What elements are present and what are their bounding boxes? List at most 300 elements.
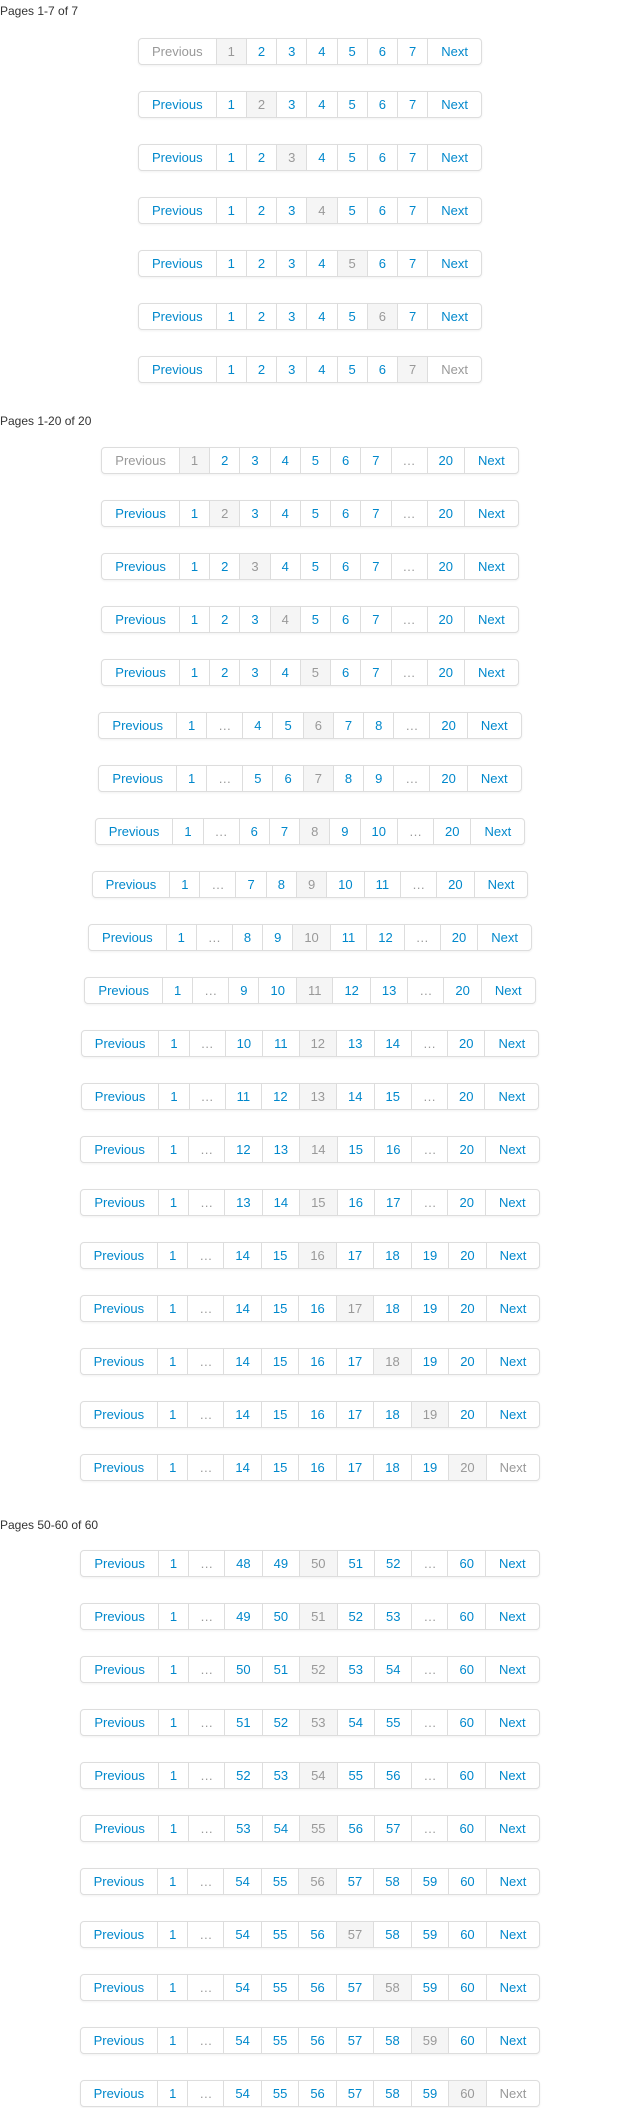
page-link[interactable]: 60 xyxy=(448,2028,485,2053)
page-link[interactable]: 6 xyxy=(367,92,397,117)
page-link[interactable]: 2 xyxy=(209,554,239,579)
page-link[interactable]: 56 xyxy=(298,2081,335,2106)
page-link[interactable]: 2 xyxy=(209,660,239,685)
page-link[interactable]: 16 xyxy=(298,1402,335,1427)
page-link[interactable]: 1 xyxy=(158,1763,188,1788)
page-link[interactable]: 4 xyxy=(306,145,336,170)
page-link[interactable]: 56 xyxy=(298,1975,335,2000)
page-link[interactable]: 20 xyxy=(427,554,464,579)
page-link[interactable]: 11 xyxy=(262,1031,299,1056)
page-link[interactable]: 19 xyxy=(411,1243,448,1268)
page-link[interactable]: 1 xyxy=(158,1031,188,1056)
page-link[interactable]: 1 xyxy=(216,357,246,382)
page-link[interactable]: 1 xyxy=(216,304,246,329)
page-link[interactable]: 1 xyxy=(157,1243,187,1268)
page-link[interactable]: 12 xyxy=(366,925,403,950)
next-button[interactable]: Next xyxy=(485,1657,539,1682)
page-link[interactable]: 20 xyxy=(440,925,477,950)
page-link[interactable]: 8 xyxy=(266,872,296,897)
page-link[interactable]: 51 xyxy=(224,1710,261,1735)
page-link[interactable]: 1 xyxy=(157,2028,187,2053)
page-link[interactable]: 20 xyxy=(447,1137,484,1162)
previous-button[interactable]: Previous xyxy=(93,1874,145,1889)
page-link[interactable]: 54 xyxy=(223,2081,260,2106)
page-link[interactable]: 8 xyxy=(333,766,363,791)
previous-button[interactable]: Previous xyxy=(94,1662,145,1677)
page-link[interactable]: 4 xyxy=(306,304,336,329)
page-link[interactable]: 52 xyxy=(262,1710,299,1735)
page-link[interactable]: 20 xyxy=(429,713,466,738)
previous-button[interactable]: Previous xyxy=(115,506,166,521)
next-button[interactable]: Next xyxy=(427,251,481,276)
page-link[interactable]: 1 xyxy=(176,766,206,791)
page-link[interactable]: 6 xyxy=(330,448,360,473)
page-link[interactable]: 20 xyxy=(448,1296,485,1321)
page-link[interactable]: 7 xyxy=(397,92,427,117)
previous-button[interactable]: Previous xyxy=(115,559,166,574)
page-link[interactable]: 1 xyxy=(157,1349,187,1374)
previous-button[interactable]: Previous xyxy=(98,983,149,998)
page-link[interactable]: 15 xyxy=(261,1243,298,1268)
page-link[interactable]: 58 xyxy=(373,1922,410,1947)
page-link[interactable]: 1 xyxy=(158,1137,188,1162)
page-link[interactable]: 1 xyxy=(179,501,209,526)
page-link[interactable]: 20 xyxy=(427,607,464,632)
page-link[interactable]: 4 xyxy=(270,554,300,579)
previous-button[interactable]: Previous xyxy=(94,1142,145,1157)
page-link[interactable]: 54 xyxy=(337,1710,374,1735)
page-link[interactable]: 9 xyxy=(228,978,258,1003)
page-link[interactable]: 7 xyxy=(269,819,299,844)
next-button[interactable]: Next xyxy=(467,713,521,738)
next-button[interactable]: Next xyxy=(485,1816,539,1841)
page-link[interactable]: 7 xyxy=(397,145,427,170)
page-link[interactable]: 6 xyxy=(367,39,397,64)
page-link[interactable]: 20 xyxy=(443,978,480,1003)
page-link[interactable]: 8 xyxy=(232,925,262,950)
page-link[interactable]: 7 xyxy=(360,501,390,526)
page-link[interactable]: 6 xyxy=(330,501,360,526)
previous-button[interactable]: Previous xyxy=(93,1980,145,1995)
next-button[interactable]: Next xyxy=(485,1710,539,1735)
page-link[interactable]: 17 xyxy=(336,1402,373,1427)
previous-button[interactable]: Previous xyxy=(102,930,153,945)
page-link[interactable]: 18 xyxy=(373,1243,410,1268)
page-link[interactable]: 10 xyxy=(326,872,363,897)
page-link[interactable]: 58 xyxy=(373,2028,410,2053)
next-button[interactable]: Next xyxy=(484,1031,538,1056)
page-link[interactable]: 20 xyxy=(448,1349,485,1374)
page-link[interactable]: 7 xyxy=(360,448,390,473)
page-link[interactable]: 3 xyxy=(239,607,269,632)
previous-button[interactable]: Previous xyxy=(94,1195,145,1210)
previous-button[interactable]: Previous xyxy=(93,1248,145,1263)
next-button[interactable]: Next xyxy=(464,501,518,526)
page-link[interactable]: 1 xyxy=(158,1816,188,1841)
page-link[interactable]: 57 xyxy=(336,1869,373,1894)
page-link[interactable]: 4 xyxy=(270,660,300,685)
page-link[interactable]: 56 xyxy=(298,2028,335,2053)
next-button[interactable]: Next xyxy=(427,198,481,223)
next-button[interactable]: Next xyxy=(464,607,518,632)
page-link[interactable]: 20 xyxy=(427,501,464,526)
page-link[interactable]: 5 xyxy=(337,92,367,117)
page-link[interactable]: 7 xyxy=(397,39,427,64)
page-link[interactable]: 1 xyxy=(157,1922,187,1947)
page-link[interactable]: 7 xyxy=(397,304,427,329)
page-link[interactable]: 60 xyxy=(447,1551,484,1576)
page-link[interactable]: 53 xyxy=(262,1763,299,1788)
page-link[interactable]: 6 xyxy=(272,766,302,791)
previous-button[interactable]: Previous xyxy=(112,771,163,786)
page-link[interactable]: 7 xyxy=(397,198,427,223)
page-link[interactable]: 1 xyxy=(158,1551,188,1576)
page-link[interactable]: 7 xyxy=(360,554,390,579)
page-link[interactable]: 16 xyxy=(298,1455,335,1480)
page-link[interactable]: 60 xyxy=(448,1975,485,2000)
page-link[interactable]: 1 xyxy=(166,925,196,950)
page-link[interactable]: 12 xyxy=(261,1084,298,1109)
page-link[interactable]: 20 xyxy=(433,819,470,844)
page-link[interactable]: 13 xyxy=(224,1190,261,1215)
previous-button[interactable]: Previous xyxy=(94,1036,146,1051)
page-link[interactable]: 55 xyxy=(261,1975,298,2000)
page-link[interactable]: 1 xyxy=(179,554,209,579)
previous-button[interactable]: Previous xyxy=(112,718,163,733)
page-link[interactable]: 15 xyxy=(337,1137,374,1162)
page-link[interactable]: 54 xyxy=(223,1869,260,1894)
next-button[interactable]: Next xyxy=(427,92,481,117)
next-button[interactable]: Next xyxy=(481,978,535,1003)
next-button[interactable]: Next xyxy=(485,1604,539,1629)
next-button[interactable]: Next xyxy=(427,145,481,170)
page-link[interactable]: 1 xyxy=(158,1084,188,1109)
page-link[interactable]: 58 xyxy=(373,2081,410,2106)
page-link[interactable]: 7 xyxy=(235,872,265,897)
next-button[interactable]: Next xyxy=(464,660,518,685)
page-link[interactable]: 54 xyxy=(223,1922,260,1947)
page-link[interactable]: 14 xyxy=(223,1296,260,1321)
page-link[interactable]: 6 xyxy=(367,145,397,170)
next-button[interactable]: Next xyxy=(477,925,531,950)
page-link[interactable]: 4 xyxy=(270,501,300,526)
page-link[interactable]: 15 xyxy=(261,1349,298,1374)
page-link[interactable]: 10 xyxy=(258,978,295,1003)
page-link[interactable]: 1 xyxy=(157,1455,187,1480)
page-link[interactable]: 1 xyxy=(176,713,206,738)
page-link[interactable]: 13 xyxy=(262,1137,299,1162)
page-link[interactable]: 6 xyxy=(330,660,360,685)
page-link[interactable]: 1 xyxy=(158,1604,188,1629)
page-link[interactable]: 18 xyxy=(373,1455,410,1480)
page-link[interactable]: 55 xyxy=(261,1922,298,1947)
previous-button[interactable]: Previous xyxy=(94,1821,145,1836)
page-link[interactable]: 6 xyxy=(367,357,397,382)
page-link[interactable]: 60 xyxy=(447,1710,484,1735)
page-link[interactable]: 54 xyxy=(374,1657,411,1682)
page-link[interactable]: 14 xyxy=(223,1243,260,1268)
page-link[interactable]: 4 xyxy=(270,448,300,473)
page-link[interactable]: 14 xyxy=(262,1190,299,1215)
page-link[interactable]: 1 xyxy=(169,872,199,897)
page-link[interactable]: 15 xyxy=(261,1296,298,1321)
page-link[interactable]: 5 xyxy=(337,145,367,170)
page-link[interactable]: 20 xyxy=(427,448,464,473)
page-link[interactable]: 55 xyxy=(337,1763,374,1788)
page-link[interactable]: 16 xyxy=(298,1349,335,1374)
page-link[interactable]: 4 xyxy=(242,713,272,738)
next-button[interactable]: Next xyxy=(470,819,524,844)
page-link[interactable]: 15 xyxy=(261,1455,298,1480)
page-link[interactable]: 11 xyxy=(364,872,401,897)
page-link[interactable]: 60 xyxy=(447,1604,484,1629)
next-button[interactable]: Next xyxy=(486,1402,540,1427)
next-button[interactable]: Next xyxy=(485,1137,539,1162)
page-link[interactable]: 1 xyxy=(157,2081,187,2106)
page-link[interactable]: 51 xyxy=(262,1657,299,1682)
page-link[interactable]: 19 xyxy=(411,1296,448,1321)
page-link[interactable]: 18 xyxy=(373,1402,410,1427)
previous-button[interactable]: Previous xyxy=(152,150,203,165)
page-link[interactable]: 50 xyxy=(224,1657,261,1682)
previous-button[interactable]: Previous xyxy=(152,97,203,112)
page-link[interactable]: 8 xyxy=(363,713,393,738)
page-link[interactable]: 1 xyxy=(158,1657,188,1682)
page-link[interactable]: 15 xyxy=(261,1402,298,1427)
page-link[interactable]: 11 xyxy=(225,1084,262,1109)
page-link[interactable]: 56 xyxy=(337,1816,374,1841)
page-link[interactable]: 20 xyxy=(427,660,464,685)
page-link[interactable]: 57 xyxy=(336,2081,373,2106)
page-link[interactable]: 53 xyxy=(224,1816,261,1841)
page-link[interactable]: 52 xyxy=(224,1763,261,1788)
page-link[interactable]: 7 xyxy=(360,607,390,632)
next-button[interactable]: Next xyxy=(486,1922,540,1947)
page-link[interactable]: 5 xyxy=(300,554,330,579)
next-button[interactable]: Next xyxy=(467,766,521,791)
page-link[interactable]: 2 xyxy=(246,304,276,329)
page-link[interactable]: 4 xyxy=(306,39,336,64)
page-link[interactable]: 58 xyxy=(373,1869,410,1894)
page-link[interactable]: 5 xyxy=(337,357,367,382)
page-link[interactable]: 5 xyxy=(242,766,272,791)
page-link[interactable]: 4 xyxy=(306,251,336,276)
page-link[interactable]: 5 xyxy=(337,304,367,329)
page-link[interactable]: 14 xyxy=(223,1402,260,1427)
page-link[interactable]: 1 xyxy=(179,607,209,632)
page-link[interactable]: 16 xyxy=(374,1137,411,1162)
page-link[interactable]: 14 xyxy=(336,1084,373,1109)
page-link[interactable]: 7 xyxy=(397,251,427,276)
next-button[interactable]: Next xyxy=(485,1190,539,1215)
page-link[interactable]: 57 xyxy=(336,1975,373,2000)
page-link[interactable]: 16 xyxy=(298,1296,335,1321)
page-link[interactable]: 7 xyxy=(333,713,363,738)
page-link[interactable]: 19 xyxy=(411,1349,448,1374)
page-link[interactable]: 50 xyxy=(262,1604,299,1629)
page-link[interactable]: 53 xyxy=(374,1604,411,1629)
page-link[interactable]: 59 xyxy=(411,1975,448,2000)
page-link[interactable]: 2 xyxy=(246,251,276,276)
page-link[interactable]: 17 xyxy=(336,1243,373,1268)
page-link[interactable]: 60 xyxy=(447,1657,484,1682)
page-link[interactable]: 5 xyxy=(300,448,330,473)
page-link[interactable]: 9 xyxy=(363,766,393,791)
page-link[interactable]: 4 xyxy=(306,357,336,382)
page-link[interactable]: 3 xyxy=(276,251,306,276)
next-button[interactable]: Next xyxy=(486,1296,540,1321)
page-link[interactable]: 2 xyxy=(209,448,239,473)
page-link[interactable]: 20 xyxy=(447,1190,484,1215)
previous-button[interactable]: Previous xyxy=(93,2033,145,2048)
previous-button[interactable]: Previous xyxy=(93,1354,145,1369)
page-link[interactable]: 6 xyxy=(239,819,269,844)
page-link[interactable]: 54 xyxy=(262,1816,299,1841)
next-button[interactable]: Next xyxy=(427,39,481,64)
previous-button[interactable]: Previous xyxy=(115,665,166,680)
page-link[interactable]: 60 xyxy=(447,1763,484,1788)
previous-button[interactable]: Previous xyxy=(93,1460,145,1475)
page-link[interactable]: 13 xyxy=(370,978,407,1003)
page-link[interactable]: 60 xyxy=(447,1816,484,1841)
page-link[interactable]: 1 xyxy=(216,198,246,223)
page-link[interactable]: 3 xyxy=(239,660,269,685)
page-link[interactable]: 4 xyxy=(306,92,336,117)
page-link[interactable]: 1 xyxy=(216,251,246,276)
page-link[interactable]: 1 xyxy=(157,1975,187,2000)
page-link[interactable]: 3 xyxy=(276,198,306,223)
previous-button[interactable]: Previous xyxy=(108,824,160,839)
next-button[interactable]: Next xyxy=(486,1869,540,1894)
page-link[interactable]: 5 xyxy=(300,607,330,632)
page-link[interactable]: 56 xyxy=(298,1922,335,1947)
next-button[interactable]: Next xyxy=(427,304,481,329)
page-link[interactable]: 11 xyxy=(330,925,367,950)
previous-button[interactable]: Previous xyxy=(93,2086,145,2101)
previous-button[interactable]: Previous xyxy=(94,1089,146,1104)
previous-button[interactable]: Previous xyxy=(94,1768,145,1783)
page-link[interactable]: 3 xyxy=(276,92,306,117)
page-link[interactable]: 3 xyxy=(239,448,269,473)
page-link[interactable]: 18 xyxy=(373,1296,410,1321)
page-link[interactable]: 2 xyxy=(246,145,276,170)
page-link[interactable]: 5 xyxy=(272,713,302,738)
previous-button[interactable]: Previous xyxy=(93,1301,145,1316)
page-link[interactable]: 20 xyxy=(448,1402,485,1427)
page-link[interactable]: 55 xyxy=(261,1869,298,1894)
page-link[interactable]: 1 xyxy=(216,145,246,170)
page-link[interactable]: 60 xyxy=(448,1869,485,1894)
next-button[interactable]: Next xyxy=(474,872,528,897)
page-link[interactable]: 1 xyxy=(157,1869,187,1894)
page-link[interactable]: 1 xyxy=(157,1402,187,1427)
page-link[interactable]: 1 xyxy=(162,978,192,1003)
page-link[interactable]: 52 xyxy=(374,1551,411,1576)
next-button[interactable]: Next xyxy=(464,554,518,579)
page-link[interactable]: 20 xyxy=(447,1031,484,1056)
page-link[interactable]: 48 xyxy=(224,1551,261,1576)
page-link[interactable]: 49 xyxy=(262,1551,299,1576)
page-link[interactable]: 13 xyxy=(336,1031,373,1056)
page-link[interactable]: 14 xyxy=(374,1031,411,1056)
page-link[interactable]: 17 xyxy=(336,1349,373,1374)
page-link[interactable]: 54 xyxy=(223,2028,260,2053)
page-link[interactable]: 1 xyxy=(216,92,246,117)
next-button[interactable]: Next xyxy=(486,1349,540,1374)
page-link[interactable]: 59 xyxy=(411,1869,448,1894)
next-button[interactable]: Next xyxy=(485,1763,539,1788)
page-link[interactable]: 9 xyxy=(262,925,292,950)
page-link[interactable]: 3 xyxy=(276,304,306,329)
page-link[interactable]: 6 xyxy=(367,198,397,223)
page-link[interactable]: 54 xyxy=(223,1975,260,2000)
previous-button[interactable]: Previous xyxy=(93,1407,145,1422)
page-link[interactable]: 14 xyxy=(223,1349,260,1374)
previous-button[interactable]: Previous xyxy=(152,309,203,324)
page-link[interactable]: 5 xyxy=(337,39,367,64)
previous-button[interactable]: Previous xyxy=(94,1609,145,1624)
page-link[interactable]: 1 xyxy=(179,660,209,685)
previous-button[interactable]: Previous xyxy=(94,1715,145,1730)
next-button[interactable]: Next xyxy=(486,1975,540,2000)
page-link[interactable]: 10 xyxy=(225,1031,262,1056)
page-link[interactable]: 7 xyxy=(360,660,390,685)
page-link[interactable]: 20 xyxy=(448,1243,485,1268)
page-link[interactable]: 2 xyxy=(246,39,276,64)
page-link[interactable]: 20 xyxy=(429,766,466,791)
next-button[interactable]: Next xyxy=(486,1243,540,1268)
page-link[interactable]: 59 xyxy=(411,2081,448,2106)
previous-button[interactable]: Previous xyxy=(152,256,203,271)
page-link[interactable]: 12 xyxy=(224,1137,261,1162)
page-link[interactable]: 20 xyxy=(447,1084,484,1109)
previous-button[interactable]: Previous xyxy=(94,1556,145,1571)
page-link[interactable]: 3 xyxy=(276,39,306,64)
previous-button[interactable]: Previous xyxy=(152,203,203,218)
page-link[interactable]: 9 xyxy=(329,819,359,844)
page-link[interactable]: 20 xyxy=(436,872,473,897)
page-link[interactable]: 10 xyxy=(360,819,397,844)
page-link[interactable]: 57 xyxy=(336,2028,373,2053)
page-link[interactable]: 17 xyxy=(336,1455,373,1480)
page-link[interactable]: 55 xyxy=(261,2028,298,2053)
next-button[interactable]: Next xyxy=(484,1084,538,1109)
page-link[interactable]: 2 xyxy=(209,607,239,632)
page-link[interactable]: 1 xyxy=(158,1710,188,1735)
page-link[interactable]: 55 xyxy=(374,1710,411,1735)
page-link[interactable]: 56 xyxy=(374,1763,411,1788)
page-link[interactable]: 14 xyxy=(223,1455,260,1480)
page-link[interactable]: 15 xyxy=(374,1084,411,1109)
page-link[interactable]: 55 xyxy=(261,2081,298,2106)
page-link[interactable]: 59 xyxy=(411,1922,448,1947)
next-button[interactable]: Next xyxy=(486,2028,540,2053)
page-link[interactable]: 2 xyxy=(246,357,276,382)
previous-button[interactable]: Previous xyxy=(152,362,203,377)
page-link[interactable]: 19 xyxy=(411,1455,448,1480)
previous-button[interactable]: Previous xyxy=(93,1927,145,1942)
page-link[interactable]: 6 xyxy=(330,607,360,632)
page-link[interactable]: 17 xyxy=(374,1190,411,1215)
page-link[interactable]: 57 xyxy=(374,1816,411,1841)
previous-button[interactable]: Previous xyxy=(105,877,157,892)
page-link[interactable]: 51 xyxy=(337,1551,374,1576)
page-link[interactable]: 6 xyxy=(367,251,397,276)
page-link[interactable]: 1 xyxy=(158,1190,188,1215)
page-link[interactable]: 3 xyxy=(276,357,306,382)
page-link[interactable]: 1 xyxy=(172,819,202,844)
page-link[interactable]: 2 xyxy=(246,198,276,223)
